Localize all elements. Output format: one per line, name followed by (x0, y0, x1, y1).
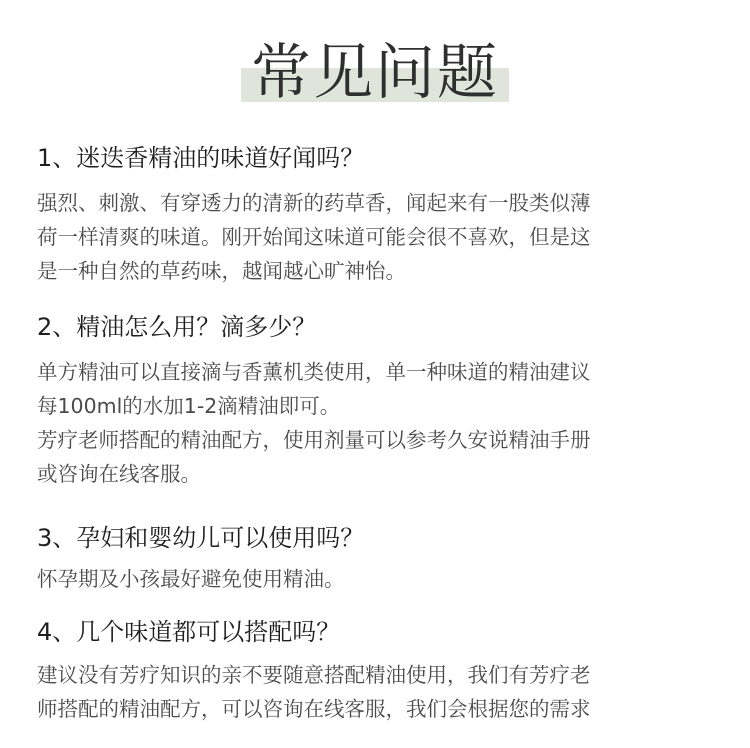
faq-question: 1、迷迭香精油的味道好闻吗？ (37, 144, 365, 172)
faq-item-2 (37, 311, 717, 491)
faq-answer-line: 荷一样清爽的味道。刚开始闻这味道可能会很不喜欢，但是这 (37, 225, 591, 249)
faq-answer-line: 怀孕期及小孩最好避免使用精油。 (37, 567, 345, 591)
faq-question: 3、孕妇和婴幼儿可以使用吗？ (37, 524, 365, 552)
faq-answer-line: 单方精油可以直接滴与香薰机类使用，单一种味道的精油建议 (37, 360, 591, 384)
faq-answer (37, 186, 717, 288)
page-title-area (0, 38, 750, 108)
faq-answer-line: 是一种自然的草药味，越闻越心旷神怡。 (37, 259, 406, 283)
faq-answer (37, 562, 717, 596)
faq-answer-line: 或咨询在线客服。 (37, 462, 201, 486)
faq-item-1 (37, 142, 717, 288)
faq-question: 4、几个味道都可以搭配吗？ (37, 618, 341, 646)
faq-answer-line: 每100ml的水加1-2滴精油即可。 (37, 394, 341, 418)
faq-item-4 (37, 616, 717, 726)
page-title-box (241, 38, 509, 108)
faq-question: 2、精油怎么用？滴多少？ (37, 313, 317, 341)
faq-answer-line: 强烈、刺激、有穿透力的清新的药草香，闻起来有一股类似薄 (37, 191, 591, 215)
faq-answer-line: 芳疗老师搭配的精油配方，使用剂量可以参考久安说精油手册 (37, 428, 591, 452)
faq-answer-line: 建议没有芳疗知识的亲不要随意搭配精油使用，我们有芳疗老 (37, 663, 591, 687)
faq-answer (37, 658, 717, 726)
faq-answer (37, 355, 717, 491)
faq-item-3 (37, 522, 717, 596)
page-title: 常见问题 (251, 38, 499, 108)
faq-answer-line: 师搭配的精油配方，可以咨询在线客服，我们会根据您的需求 (37, 697, 591, 721)
